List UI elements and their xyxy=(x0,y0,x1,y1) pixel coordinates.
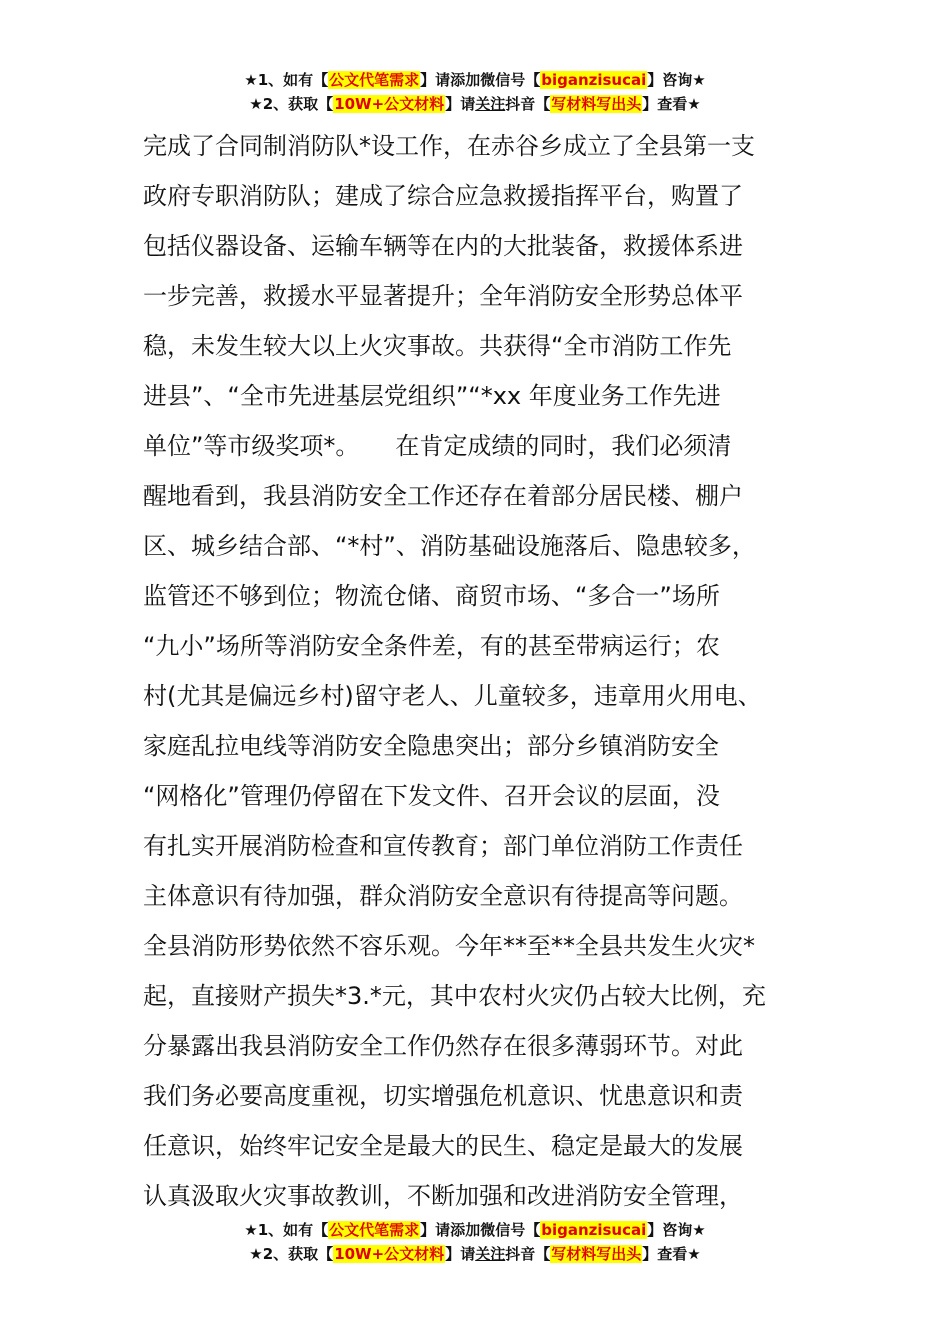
banner-text: 】查看★ xyxy=(642,95,701,113)
body-line: 包括仪器设备、运输车辆等在内的大批装备，救援体系进 xyxy=(143,232,743,260)
banner-highlight-douyin: 写材料写出头 xyxy=(551,1245,642,1263)
body-line: 有扎实开展消防检查和宣传教育；部门单位消防工作责任 xyxy=(143,832,743,860)
body-line: 我们务必要高度重视，切实增强危机意识、忧患意识和责 xyxy=(143,1082,743,1110)
body-line: 单位”等市级奖项*。 在肯定成绩的同时，我们必须清 xyxy=(143,432,732,460)
banner-text: 】查看★ xyxy=(642,1245,701,1263)
banner-line-2 xyxy=(0,92,950,116)
banner-text: ★1、如有【 xyxy=(244,71,329,89)
body-line: 政府专职消防队；建成了综合应急救援指挥平台，购置了 xyxy=(143,182,743,210)
body-line: “九小”场所等消防安全条件差，有的甚至带病运行；农 xyxy=(143,632,720,660)
banner-text: 抖音【 xyxy=(505,95,551,113)
body-line: 区、城乡结合部、“*村”、消防基础设施落后、隐患较多， xyxy=(143,532,756,560)
document-body xyxy=(143,121,843,1221)
body-line: 认真汲取火灾事故教训，不断加强和改进消防安全管理， xyxy=(143,1182,743,1210)
banner-highlight-wechat: biganzisucai xyxy=(541,1221,647,1239)
body-line: 分暴露出我县消防安全工作仍然存在很多薄弱环节。对此 xyxy=(143,1032,743,1060)
body-line: 醒地看到，我县消防安全工作还存在着部分居民楼、棚户 xyxy=(143,482,743,510)
banner-highlight-materials: 10W+公文材料 xyxy=(334,1245,445,1263)
banner-text: 】请 xyxy=(445,1245,476,1263)
body-line: 家庭乱拉电线等消防安全隐患突出；部分乡镇消防安全 xyxy=(143,732,719,760)
banner-text: 】请 xyxy=(445,95,476,113)
banner-highlight-materials: 10W+公文材料 xyxy=(334,95,445,113)
banner-line-2 xyxy=(0,1242,950,1266)
banner-line-1 xyxy=(0,68,950,92)
footer-banner xyxy=(0,1218,950,1266)
header-banner xyxy=(0,68,950,116)
banner-text: ★2、获取【 xyxy=(249,1245,334,1263)
banner-line-1 xyxy=(0,1218,950,1242)
banner-text: ★2、获取【 xyxy=(249,95,334,113)
body-line: 起，直接财产损失*3.*元，其中农村火灾仍占较大比例，充 xyxy=(143,982,766,1010)
banner-text: 】咨询★ xyxy=(647,1221,706,1239)
body-line: 全县消防形势依然不容乐观。今年**至**全县共发生火灾* xyxy=(143,932,755,960)
body-line: “网格化”管理仍停留在下发文件、召开会议的层面，没 xyxy=(143,782,720,810)
banner-text: 微信号【 xyxy=(480,1221,541,1239)
body-line: 主体意识有待加强，群众消防安全意识有待提高等问题。 xyxy=(143,882,743,910)
banner-text-underlined: 关注 xyxy=(475,1245,506,1263)
banner-highlight-douyin: 写材料写出头 xyxy=(551,95,642,113)
banner-highlight-service: 公文代笔需求 xyxy=(329,1221,420,1239)
body-line: 一步完善，救援水平显著提升；全年消防安全形势总体平 xyxy=(143,282,743,310)
banner-text-emphasis: 加 xyxy=(465,1221,481,1239)
banner-highlight-wechat: biganzisucai xyxy=(541,71,647,89)
banner-text: 】咨询★ xyxy=(647,71,706,89)
body-line: 监管还不够到位；物流仓储、商贸市场、“多合一”场所 xyxy=(143,582,720,610)
banner-text: 抖音【 xyxy=(505,1245,551,1263)
banner-text: 】请添 xyxy=(420,1221,466,1239)
body-line: 任意识，始终牢记安全是最大的民生、稳定是最大的发展 xyxy=(143,1132,743,1160)
body-line: 进县”、“全市先进基层党组织”“*xx 年度业务工作先进 xyxy=(143,382,721,410)
body-line: 完成了合同制消防队*设工作，在赤谷乡成立了全县第一支 xyxy=(143,132,755,160)
banner-text: ★1、如有【 xyxy=(244,1221,329,1239)
body-line: 稳，未发生较大以上火灾事故。共获得“全市消防工作先 xyxy=(143,332,732,360)
banner-text: 微信号【 xyxy=(480,71,541,89)
body-line: 村(尤其是偏远乡村)留守老人、儿童较多，违章用火用电、 xyxy=(143,682,762,710)
banner-text-emphasis: 加 xyxy=(465,71,481,89)
banner-text: 】请添 xyxy=(420,71,466,89)
banner-text-underlined: 关注 xyxy=(475,95,506,113)
banner-highlight-service: 公文代笔需求 xyxy=(329,71,420,89)
